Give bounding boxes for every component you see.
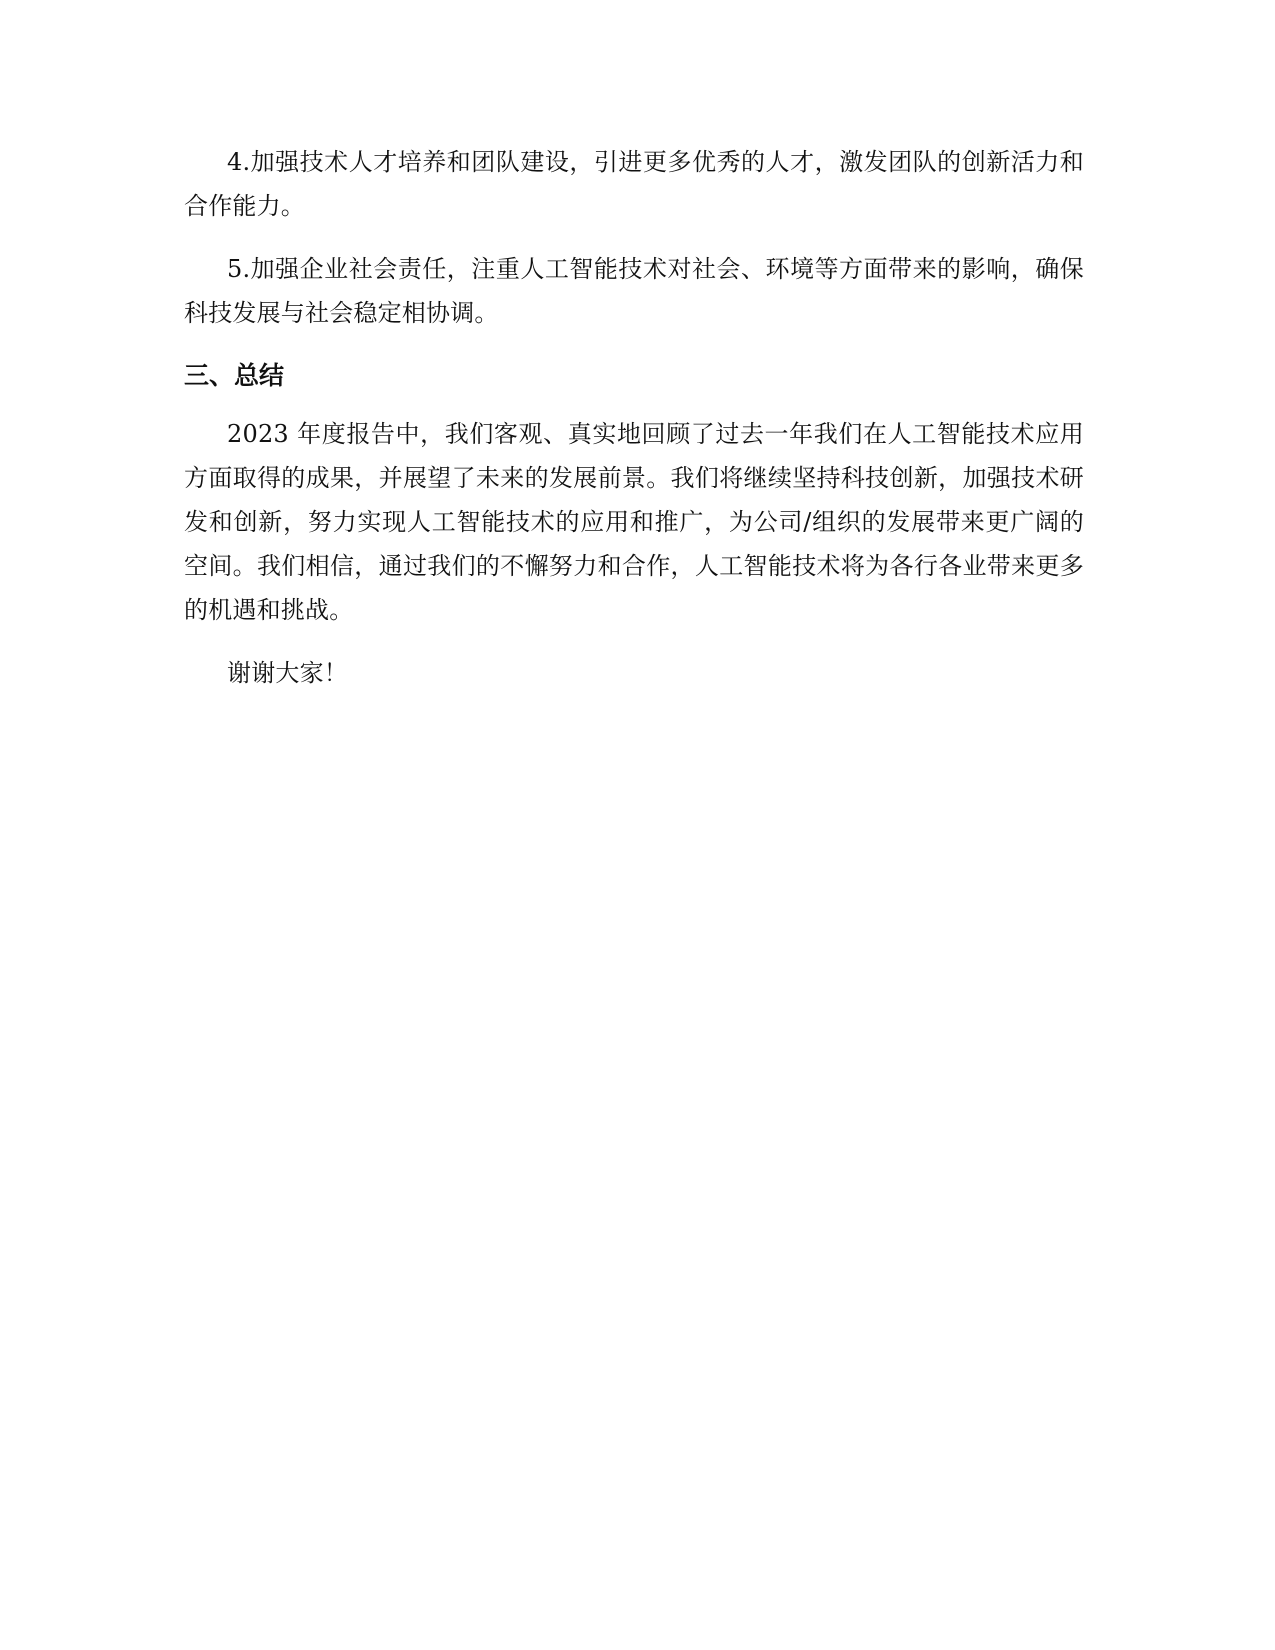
paragraph-item-4: 4.加强技术人才培养和团队建设，引进更多优秀的人才，激发团队的创新活力和合作能力。	[184, 148, 1084, 220]
paragraph-item-5: 5.加强企业社会责任，注重人工智能技术对社会、环境等方面带来的影响，确保科技发展与社会稳定相协调。	[184, 255, 1084, 327]
document-page	[184, 140, 1084, 695]
section-heading-summary: 三、总结	[184, 361, 285, 390]
closing-line: 谢谢大家！	[227, 659, 348, 687]
summary-paragraph: 2023 年度报告中，我们客观、真实地回顾了过去一年我们在人工智能技术应用方面取得的成果，并展望了未来的发展前景。我们将继续坚持科技创新，加强技术研发和创新，努力实现人工智能技术的应用和推广，为公司/组织的发展带来更广阔的空间。我们相信，通过我们的不懈努力和合作，人工智能技术将为各行各业带来更多的机遇和挑战。	[184, 420, 1084, 624]
